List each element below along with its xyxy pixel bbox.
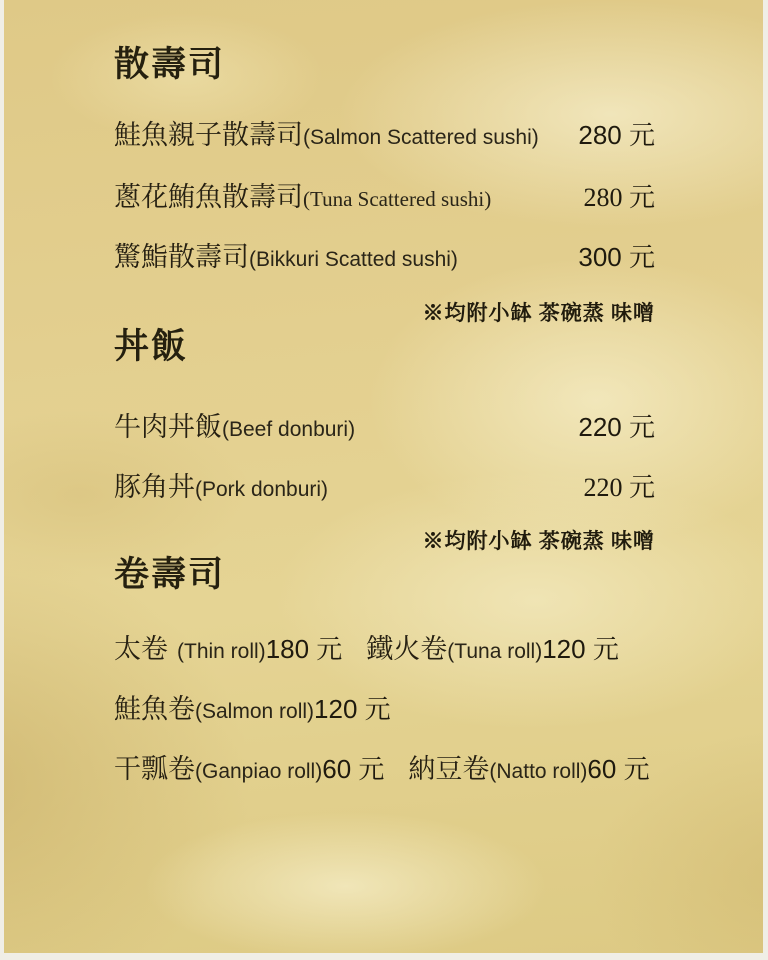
- item-name-en: (Tuna roll): [447, 640, 543, 663]
- item-price: 60 元: [587, 754, 650, 784]
- item-price: 60 元: [322, 754, 385, 784]
- section-chirashi-sushi: [114, 44, 655, 326]
- item-price: 280 元: [578, 120, 655, 150]
- item-price: 220 元: [583, 473, 655, 502]
- item-name: [114, 180, 583, 219]
- menu-item-salmon-chirashi: [114, 118, 655, 152]
- item-name-en: (Pork donburi): [195, 478, 329, 501]
- item-name-zh: 納豆卷: [408, 754, 490, 784]
- section-title-rolls: 卷壽司: [114, 555, 226, 594]
- item-name-en: (Thin roll): [177, 640, 266, 663]
- item-price: 300 元: [578, 242, 655, 272]
- roll-row-thick-tuna: [114, 632, 655, 666]
- item-price: 120 元: [314, 694, 391, 724]
- item-name-en: (Salmon roll): [195, 700, 315, 723]
- item-name-zh: 鮭魚親子散壽司: [114, 120, 303, 150]
- item-name-en: (Natto roll): [489, 760, 588, 783]
- menu-item-salmon-roll: [114, 692, 391, 731]
- item-price: 280 元: [583, 183, 655, 212]
- item-price: 120 元: [542, 634, 619, 664]
- item-price: 180 元: [265, 634, 343, 664]
- item-name-zh: 鐵火卷: [366, 634, 448, 664]
- menu-item-futomaki: [114, 632, 342, 671]
- item-name-en: (Ganpiao roll): [195, 760, 323, 783]
- menu-paper: [4, 0, 763, 953]
- menu-item-kanpyo-roll: [114, 752, 384, 791]
- roll-row-salmon: [114, 692, 655, 726]
- item-name: [114, 240, 578, 279]
- item-name: [114, 118, 578, 157]
- menu-item-tekka-roll: [366, 632, 619, 671]
- section-title-donburi: 丼飯: [114, 327, 189, 366]
- item-name-en: (Bikkuri Scatted sushi): [249, 248, 458, 271]
- section-title-chirashi: 散壽司: [114, 45, 226, 84]
- item-name-en: (Beef donburi): [222, 418, 356, 441]
- item-name: [114, 410, 578, 449]
- menu-item-beef-donburi: [114, 410, 655, 444]
- menu-item-pork-donburi: [114, 470, 655, 504]
- section-donburi: [114, 326, 655, 554]
- menu-item-bikkuri-chirashi: [114, 240, 655, 274]
- item-price: 220 元: [578, 412, 655, 442]
- menu-item-natto-roll: [408, 752, 649, 791]
- menu-content: [4, 0, 763, 953]
- item-name-zh: 太卷: [114, 634, 168, 664]
- item-name-zh: 豚角丼: [114, 472, 195, 502]
- item-name-zh: 驚鮨散壽司: [114, 242, 249, 272]
- item-name-en: (Salmon Scattered sushi): [303, 126, 539, 149]
- item-name-zh: 干瓢卷: [114, 754, 195, 784]
- item-name-zh: 蔥花鮪魚散壽司: [114, 182, 303, 212]
- item-name: [114, 470, 583, 509]
- combo-note: ※均附小缽 茶碗蒸 味噌: [422, 301, 655, 325]
- menu-item-tuna-chirashi: [114, 180, 655, 214]
- roll-row-kanpyo-natto: [114, 752, 655, 786]
- item-name-en: (Tuna Scattered sushi): [303, 187, 492, 211]
- item-name-zh: 牛肉丼飯: [114, 412, 222, 442]
- section-roll-sushi: [114, 554, 655, 786]
- item-name-zh: 鮭魚卷: [114, 694, 195, 724]
- combo-note: ※均附小缽 茶碗蒸 味噌: [422, 529, 655, 553]
